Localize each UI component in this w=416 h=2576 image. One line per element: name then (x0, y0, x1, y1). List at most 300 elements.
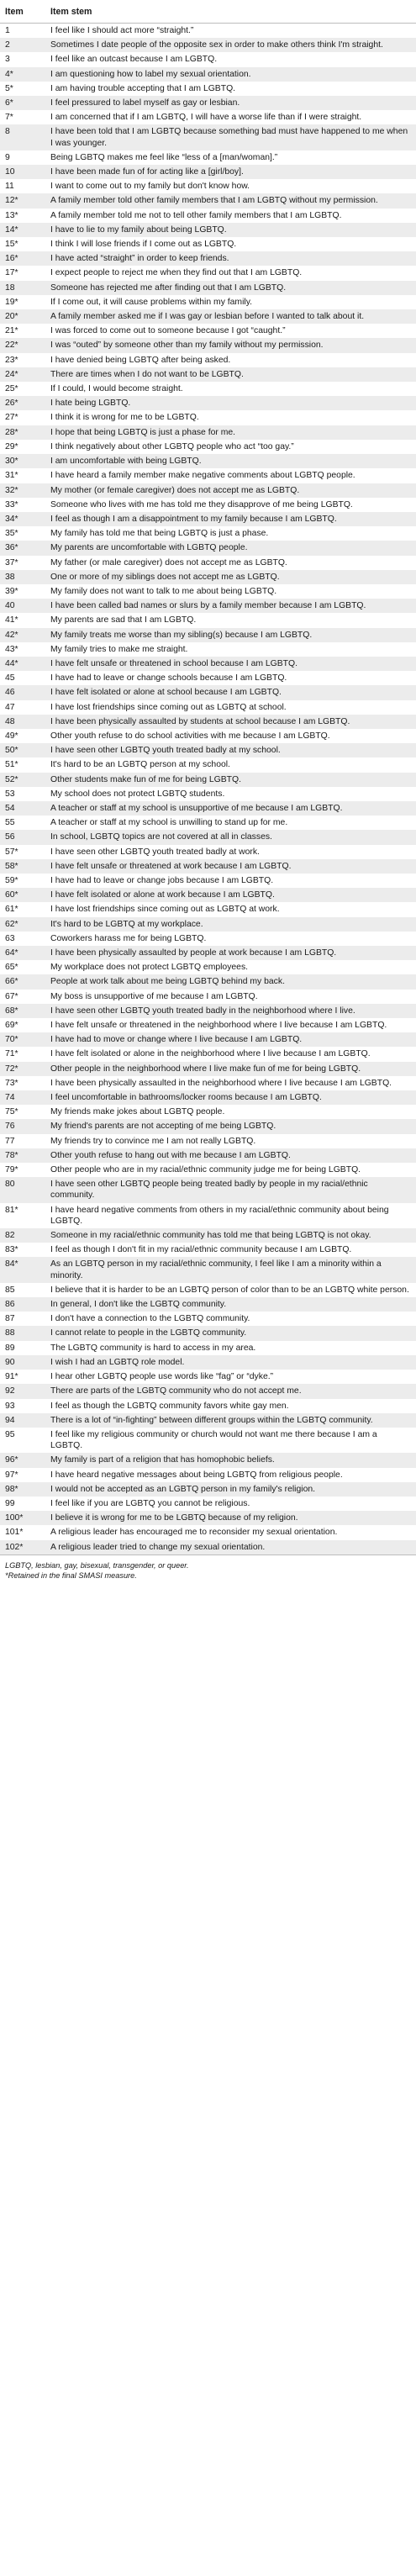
item-number: 88 (0, 1326, 45, 1340)
table-row (0, 1283, 416, 1297)
item-stem: My family does not want to talk to me about being LGBTQ. (50, 586, 277, 596)
item-stem: I have to lie to my family about being LGBTQ. (45, 223, 416, 237)
item-number: 31* (5, 471, 18, 481)
table-row (0, 541, 416, 555)
item-stem: Someone in my racial/ethnic community has told me that being LGBTQ is not okay. (45, 1228, 416, 1243)
header-item-stem: Item stem (45, 0, 416, 24)
item-number: 100* (0, 1511, 45, 1525)
item-stem: My parents are uncomfortable with LGBTQ people. (45, 541, 416, 555)
item-stem: My parents are sad that I am LGBTQ. (50, 615, 197, 626)
item-stem: I wish I had an LGBTQ role model. (45, 1355, 416, 1370)
item-number: 27* (5, 413, 18, 423)
table-row (0, 1032, 416, 1047)
item-number: 16* (0, 251, 45, 266)
item-stem: It's hard to be an LGBTQ person at my school. (50, 760, 230, 770)
item-stem: If I come out, it will cause problems within my family. (50, 297, 253, 307)
item-number: 99 (5, 1498, 15, 1508)
item-stem: Someone has rejected me after finding out that I am LGBTQ. (45, 281, 416, 295)
item-number: 2 (0, 38, 45, 52)
item-stem: I was forced to come out to someone because I got “caught.” (50, 326, 286, 336)
item-stem: My mother (or female caregiver) does not accept me as LGBTQ. (45, 483, 416, 498)
item-stem: I have felt isolated or alone at work because I am LGBTQ. (45, 888, 416, 902)
item-stem: I have lost friendships since coming out as LGBTQ at work. (50, 905, 280, 915)
item-stem: I have felt unsafe or threatened in school because I am LGBTQ. (45, 657, 416, 671)
table-row (0, 584, 416, 599)
item-number: 95 (5, 1429, 15, 1439)
item-number: 75* (5, 1107, 18, 1117)
item-stem: I have been made fun of for acting like a [girl/boy]. (45, 165, 416, 179)
table-row (0, 628, 416, 642)
item-number: 32* (0, 483, 45, 498)
item-number: 35* (5, 529, 18, 539)
item-stem: There are times when I do not want to be LGBTQ. (45, 367, 416, 382)
item-stem: People at work talk about me being LGBTQ behind my back. (45, 974, 416, 989)
item-number: 7* (5, 113, 13, 123)
item-stem: I am questioning how to label my sexual orientation. (45, 67, 416, 82)
table-row (0, 830, 416, 844)
item-stem: I have felt isolated or alone in the neighborhood where I live because I am LGBTQ. (50, 1049, 371, 1059)
table-row (0, 367, 416, 382)
table-row (0, 757, 416, 772)
item-number: 14* (0, 223, 45, 237)
item-stem: I have had to leave or change jobs because I am LGBTQ. (50, 875, 274, 885)
item-stem: I have been physically assaulted by students at school because I am LGBTQ. (45, 715, 416, 729)
item-stem: A religious leader has encouraged me to reconsider my sexual orientation. (50, 1528, 338, 1538)
table-row (0, 1428, 416, 1453)
table-row (0, 1018, 416, 1032)
item-stem: My family treats me worse than my sibling(s) because I am LGBTQ. (45, 628, 416, 642)
item-number: 86 (0, 1297, 45, 1312)
table-row (0, 498, 416, 512)
item-number: 71* (5, 1049, 18, 1059)
table-row (0, 1482, 416, 1497)
item-number: 20* (0, 309, 45, 324)
table-row (0, 223, 416, 237)
item-number: 53 (5, 789, 15, 799)
table-row (0, 685, 416, 699)
item-number: 23* (5, 355, 18, 365)
table-row (0, 1163, 416, 1177)
item-stem: I feel like I should act more “straight.” (50, 26, 194, 35)
item-number: 52* (0, 773, 45, 787)
table-row (0, 1370, 416, 1384)
item-stem: I hate being LGBTQ. (45, 396, 416, 410)
item-number: 30* (0, 454, 45, 468)
table-row (0, 410, 416, 425)
table-row (0, 1326, 416, 1340)
item-stem: I have heard negative messages about being LGBTQ from religious people. (50, 1470, 343, 1480)
table-row (0, 1228, 416, 1243)
item-stem: I think negatively about other LGBTQ people who act “too gay.” (50, 441, 294, 451)
item-number: 37* (5, 557, 18, 567)
item-stem: I have felt isolated or alone at school because I am LGBTQ. (45, 685, 416, 699)
item-stem: As an LGBTQ person in my racial/ethnic community, I feel like I am a minority within a minority. (45, 1257, 416, 1282)
table-row (0, 338, 416, 352)
item-number: 79* (5, 1165, 18, 1175)
item-number: 101* (5, 1528, 24, 1538)
item-stem: I would not be accepted as an LGBTQ person in my family's religion. (45, 1482, 416, 1497)
table-row (0, 1497, 416, 1511)
item-number: 87 (5, 1314, 15, 1324)
table-row (0, 801, 416, 816)
table-row (0, 932, 416, 946)
header-item: Item (0, 0, 45, 24)
item-number: 36* (0, 541, 45, 555)
item-stem: A religious leader tried to change my sexual orientation. (45, 1540, 416, 1555)
item-number: 28* (0, 425, 45, 440)
item-number: 91* (5, 1372, 18, 1382)
item-number: 34* (0, 512, 45, 526)
item-number: 73* (5, 1078, 18, 1088)
item-number: 59* (5, 875, 18, 885)
item-stem: In school, LGBTQ topics are not covered at all in classes. (45, 830, 416, 844)
table-row (0, 1134, 416, 1148)
table-row (0, 295, 416, 309)
item-number: 90 (0, 1355, 45, 1370)
item-stem: I have had to move or change where I live because I am LGBTQ. (45, 1032, 416, 1047)
item-number: 24* (0, 367, 45, 382)
item-stem: I feel uncomfortable in bathrooms/locker rooms because I am LGBTQ. (45, 1090, 416, 1105)
table-row (0, 1090, 416, 1105)
item-stem: My friend's parents are not accepting of me being LGBTQ. (45, 1119, 416, 1133)
item-number: 40 (0, 599, 45, 613)
table-row (0, 124, 416, 150)
item-number: 3 (5, 55, 10, 65)
item-stem: My family has told me that being LGBTQ is just a phase. (50, 529, 269, 539)
table-row (0, 165, 416, 179)
table-row (0, 382, 416, 396)
item-stem: My school does not protect LGBTQ students. (50, 789, 225, 799)
table-row (0, 1525, 416, 1539)
table-header-row (0, 0, 416, 24)
table-row (0, 1413, 416, 1428)
item-number: 12* (0, 193, 45, 208)
item-number: 80 (0, 1177, 45, 1202)
item-number: 49* (5, 731, 18, 741)
item-number: 29* (5, 441, 18, 451)
item-stem: A family member told other family members that I am LGBTQ without my permission. (45, 193, 416, 208)
item-number: 45 (5, 673, 15, 684)
table-row (0, 556, 416, 570)
table-row (0, 1148, 416, 1163)
item-number: 68* (0, 1004, 45, 1018)
item-number: 81* (5, 1205, 18, 1215)
item-number: 69* (5, 1021, 18, 1031)
item-stem: The LGBTQ community is hard to access in my area. (50, 1343, 256, 1353)
item-number: 25* (5, 384, 18, 394)
item-stem: I feel like an outcast because I am LGBTQ. (50, 55, 218, 65)
item-stem: Other youth refuse to do school activities with me because I am LGBTQ. (50, 731, 330, 741)
table-row (0, 917, 416, 932)
item-stem: I feel as though the LGBTQ community favors white gay men. (50, 1401, 289, 1411)
table-row (0, 960, 416, 974)
table-row (0, 1355, 416, 1370)
item-stem: I cannot relate to people in the LGBTQ community. (45, 1326, 416, 1340)
item-number: 8 (0, 124, 45, 150)
item-number: 76 (0, 1119, 45, 1133)
table-row (0, 324, 416, 338)
item-stem: In general, I don't like the LGBTQ community. (45, 1297, 416, 1312)
item-stem: My friends try to convince me I am not really LGBTQ. (50, 1136, 256, 1146)
item-stem: Other youth refuse to hang out with me because I am LGBTQ. (45, 1148, 416, 1163)
table-row (0, 353, 416, 367)
item-stem: I have acted “straight” in order to keep friends. (45, 251, 416, 266)
table-row (0, 743, 416, 757)
table-row (0, 468, 416, 483)
item-stem: It's hard to be LGBTQ at my workplace. (45, 917, 416, 932)
item-number: 10 (0, 165, 45, 179)
table-row (0, 902, 416, 916)
table-row (0, 642, 416, 657)
item-number: 51* (5, 760, 18, 770)
item-number: 78* (0, 1148, 45, 1163)
table-row (0, 96, 416, 110)
table-row (0, 874, 416, 888)
table-row (0, 671, 416, 685)
item-stem: I have been physically assaulted in the neighborhood where I live because I am LGBTQ. (50, 1078, 392, 1088)
item-stem: I have seen other LGBTQ people being treated badly by people in my racial/ethnic community. (45, 1177, 416, 1202)
table-row (0, 816, 416, 830)
table-row (0, 845, 416, 859)
table-row (0, 1341, 416, 1355)
item-stem: A teacher or staff at my school is unwilling to stand up for me. (50, 818, 288, 828)
item-number: 63 (5, 933, 15, 943)
item-stem: I feel as though I am a disappointment to my family because I am LGBTQ. (45, 512, 416, 526)
item-stem: I am concerned that if I am LGBTQ, I will have a worse life than if I were straight. (50, 113, 362, 123)
item-stem: I have heard a family member make negative comments about LGBTQ people. (50, 471, 355, 481)
item-number: 1 (5, 26, 10, 35)
table-row (0, 237, 416, 251)
item-stem: I believe that it is harder to be an LGBTQ person of color than to be an LGBTQ white person. (50, 1285, 409, 1295)
table-row (0, 396, 416, 410)
table-row (0, 1257, 416, 1282)
table-row (0, 657, 416, 671)
item-stem: I have been called bad names or slurs by a family member because I am LGBTQ. (45, 599, 416, 613)
item-stem: Sometimes I date people of the opposite sex in order to make others think I'm straight. (45, 38, 416, 52)
item-number: 96* (0, 1453, 45, 1467)
table-row (0, 1384, 416, 1398)
item-number: 17* (5, 268, 18, 278)
item-stem: I don't have a connection to the LGBTQ community. (50, 1314, 250, 1324)
table-row (0, 266, 416, 280)
item-number: 19* (5, 297, 18, 307)
table-row (0, 946, 416, 960)
table-row (0, 570, 416, 584)
item-number: 50* (0, 743, 45, 757)
item-stem: Being LGBTQ makes me feel like “less of a [man/woman].” (50, 152, 278, 162)
table-row (0, 1105, 416, 1119)
item-stem: I have denied being LGBTQ after being asked. (50, 355, 231, 365)
table-row (0, 1203, 416, 1228)
item-number: 67* (5, 991, 18, 1001)
item-number: 92 (0, 1384, 45, 1398)
item-stem: I have seen other LGBTQ youth treated badly at my school. (45, 743, 416, 757)
item-number: 65* (5, 963, 18, 973)
table-row (0, 440, 416, 454)
item-number: 85 (5, 1285, 15, 1295)
item-number: 66* (0, 974, 45, 989)
item-number: 48 (0, 715, 45, 729)
table-row (0, 700, 416, 715)
item-number: 4* (0, 67, 45, 82)
item-stem: I think it is wrong for me to be LGBTQ. (50, 413, 199, 423)
table-row (0, 209, 416, 223)
item-stem: I feel like my religious community or church would not want me there because I am a LGBTQ. (50, 1429, 377, 1451)
item-stem: I was “outed” by someone other than my family without my permission. (45, 338, 416, 352)
item-stem: If I could, I would become straight. (50, 384, 183, 394)
item-number: 82 (0, 1228, 45, 1243)
item-number: 42* (0, 628, 45, 642)
item-stem: Coworkers harass me for being LGBTQ. (50, 933, 207, 943)
item-number: 6* (0, 96, 45, 110)
table-row (0, 787, 416, 801)
item-number: 5* (5, 83, 13, 93)
item-stem: I expect people to reject me when they find out that I am LGBTQ. (50, 268, 303, 278)
item-stem: I have heard negative comments from others in my racial/ethnic community about being LGBTQ. (50, 1205, 389, 1226)
table-row (0, 512, 416, 526)
item-stem: Someone who lives with me has told me they disapprove of me being LGBTQ. (50, 499, 353, 509)
item-number: 21* (5, 326, 18, 336)
item-number: 83* (5, 1245, 18, 1255)
table-row (0, 82, 416, 96)
item-stem: I want to come out to my family but don't know how. (50, 182, 250, 192)
item-stem: A teacher or staff at my school is unsupportive of me because I am LGBTQ. (45, 801, 416, 816)
item-number: 98* (0, 1482, 45, 1497)
item-number: 54 (0, 801, 45, 816)
table-row (0, 715, 416, 729)
item-stem: My friends make jokes about LGBTQ people. (50, 1107, 225, 1117)
table-row (0, 1119, 416, 1133)
item-number: 39* (5, 586, 18, 596)
table-row (0, 179, 416, 193)
item-stem: I feel like if you are LGBTQ you cannot be religious. (50, 1498, 250, 1508)
table-row (0, 974, 416, 989)
item-number: 55 (5, 818, 15, 828)
table-row (0, 67, 416, 82)
item-stem: I hope that being LGBTQ is just a phase for me. (45, 425, 416, 440)
table-row (0, 454, 416, 468)
item-number: 41* (5, 615, 18, 626)
item-stem: I have had to leave or change schools because I am LGBTQ. (50, 673, 287, 684)
table-body (0, 24, 416, 1555)
table-row (0, 150, 416, 165)
table-row (0, 24, 416, 39)
footnote-abbreviation: LGBTQ, lesbian, gay, bisexual, transgender, or queer. (5, 1560, 189, 1570)
table-row (0, 1047, 416, 1061)
table-row (0, 483, 416, 498)
item-stem: My workplace does not protect LGBTQ employees. (50, 963, 249, 973)
item-number: 84* (0, 1257, 45, 1282)
table-footnotes (0, 1555, 416, 1581)
table-row (0, 1076, 416, 1090)
item-number: 77 (5, 1136, 15, 1146)
table-row (0, 1177, 416, 1202)
item-number: 38 (0, 570, 45, 584)
table-row (0, 773, 416, 787)
table-row (0, 193, 416, 208)
item-number: 33* (5, 499, 18, 509)
item-number: 74 (0, 1090, 45, 1105)
item-stem: I have been physically assaulted by people at work because I am LGBTQ. (45, 946, 416, 960)
table-row (0, 281, 416, 295)
item-number: 61* (5, 905, 18, 915)
item-number: 46 (0, 685, 45, 699)
item-stem: My father (or male caregiver) does not accept me as LGBTQ. (50, 557, 287, 567)
item-stem: I hear other LGBTQ people use words like “fag” or “dyke.” (50, 1372, 274, 1382)
item-stem: Other students make fun of me for being LGBTQ. (45, 773, 416, 787)
table-row (0, 729, 416, 743)
item-stem: I have seen other LGBTQ youth treated badly at work. (50, 847, 260, 857)
item-number: 26* (0, 396, 45, 410)
table-row (0, 1297, 416, 1312)
table-row (0, 38, 416, 52)
item-stem: I believe it is wrong for me to be LGBTQ because of my religion. (45, 1511, 416, 1525)
table-row (0, 599, 416, 613)
item-stem: I have felt unsafe or threatened at work because I am LGBTQ. (45, 859, 416, 874)
item-number: 9 (5, 152, 10, 162)
item-stem: My boss is unsupportive of me because I am LGBTQ. (50, 991, 258, 1001)
item-number: 62* (0, 917, 45, 932)
item-number: 15* (5, 240, 18, 250)
table-row (0, 526, 416, 541)
item-number: 94 (0, 1413, 45, 1428)
item-number: 13* (5, 210, 18, 220)
table-row (0, 1511, 416, 1525)
item-stem: My family is part of a religion that has homophobic beliefs. (45, 1453, 416, 1467)
table-row (0, 309, 416, 324)
item-stem: A family member told me not to tell other family members that I am LGBTQ. (50, 210, 342, 220)
item-stem: I think I will lose friends if I come out as LGBTQ. (50, 240, 237, 250)
item-number: 93 (5, 1401, 15, 1411)
table-row (0, 1004, 416, 1018)
table-row (0, 110, 416, 124)
item-number: 44* (0, 657, 45, 671)
table-row (0, 1468, 416, 1482)
item-number: 60* (0, 888, 45, 902)
item-number: 97* (5, 1470, 18, 1480)
table-row (0, 251, 416, 266)
table-row (0, 1243, 416, 1257)
item-stem: There are parts of the LGBTQ community who do not accept me. (45, 1384, 416, 1398)
table-row (0, 859, 416, 874)
item-stem: I am uncomfortable with being LGBTQ. (45, 454, 416, 468)
item-number: 72* (0, 1062, 45, 1076)
item-number: 64* (0, 946, 45, 960)
table-row (0, 1453, 416, 1467)
item-stem: I feel pressured to label myself as gay or lesbian. (45, 96, 416, 110)
table-row (0, 613, 416, 627)
item-stem: I am having trouble accepting that I am LGBTQ. (50, 83, 236, 93)
item-stem: I feel as though I don't fit in my racial/ethnic community because I am LGBTQ. (50, 1245, 352, 1255)
item-stem: There is a lot of “in-fighting” between different groups within the LGBTQ community. (45, 1413, 416, 1428)
table-row (0, 1540, 416, 1555)
item-number: 43* (5, 644, 18, 654)
item-stem: I have been told that I am LGBTQ because something bad must have happened to me when I was younger. (45, 124, 416, 150)
table-row (0, 1399, 416, 1413)
footnote-retained: *Retained in the final SMASI measure. (5, 1570, 137, 1580)
table-row (0, 1312, 416, 1326)
item-stem: I have felt unsafe or threatened in the neighborhood where I live because I am LGBTQ. (50, 1021, 387, 1031)
item-number: 56 (0, 830, 45, 844)
item-stem: I have seen other LGBTQ youth treated badly in the neighborhood where I live. (45, 1004, 416, 1018)
table-row (0, 990, 416, 1004)
table-row (0, 52, 416, 66)
item-number: 70* (0, 1032, 45, 1047)
item-stem: One or more of my siblings does not accept me as LGBTQ. (45, 570, 416, 584)
item-stem: A family member asked me if I was gay or lesbian before I wanted to talk about it. (45, 309, 416, 324)
table-row (0, 425, 416, 440)
item-number: 57* (5, 847, 18, 857)
